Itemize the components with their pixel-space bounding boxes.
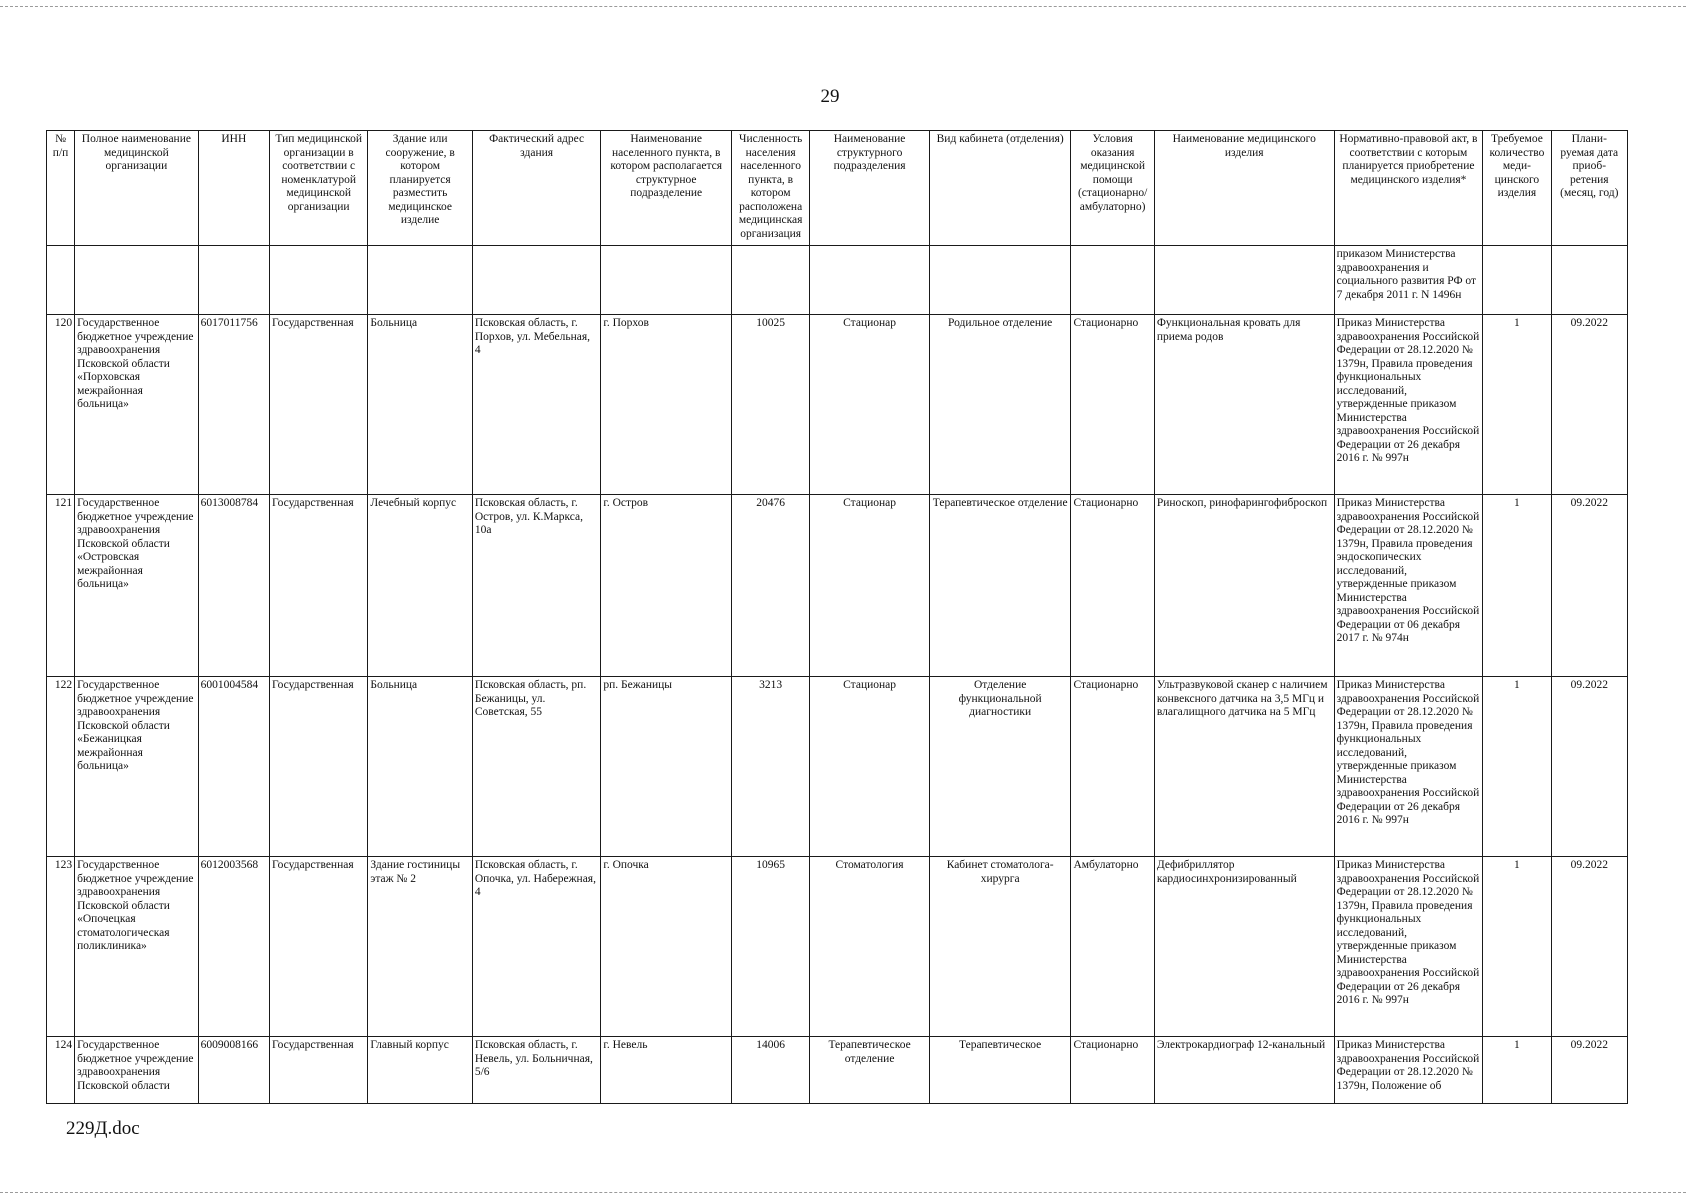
equipment-table [46, 130, 1628, 1104]
org-type-cell: Государственная [269, 857, 367, 1037]
col-header: Наименование населенного пункта, в котором располагается структурное подразделение [601, 131, 732, 246]
building-cell: Больница [368, 677, 472, 857]
inn-cell: 6009008166 [198, 1037, 269, 1104]
org-type-cell: Государственная [269, 677, 367, 857]
department-cell: Терапевтическое отделение [929, 495, 1071, 677]
settlement-cell: г. Порхов [601, 315, 732, 495]
device-cell: Электрокардиограф 12-канальный [1154, 1037, 1334, 1104]
address-cell: Псковская область, г. Опочка, ул. Набережная, 4 [472, 857, 601, 1037]
organization-cell: Государственное бюджетное учреждение здравоохранения Псковской области «Бежаницкая межрайонная больница» [75, 677, 199, 857]
quantity-cell: 1 [1483, 677, 1551, 857]
col-header: Фактический адрес здания [472, 131, 601, 246]
col-header: Наименование медицинского изделия [1154, 131, 1334, 246]
subdivision-cell: Стоматология [810, 857, 930, 1037]
care-conditions-cell: Стационарно [1071, 677, 1154, 857]
settlement-cell: рп. Бежаницы [601, 677, 732, 857]
legal-act-cell: Приказ Министерства здравоохранения Российской Федерации от 28.12.2020 № 1379н, Правила проведения эндоскопических исследований, утвержденные приказом Министерства здравоохранения Российской Федерации от 06 декабря 2017 г. № 974н [1334, 495, 1483, 677]
col-header: Тип медицинской организации в соответствии с номенклатурой медицинской организации [269, 131, 367, 246]
footer-filename: 229Д.doc [66, 1118, 140, 1139]
legal-act-cell: Приказ Министерства здравоохранения Российской Федерации от 28.12.2020 № 1379н, Правила проведения функциональных исследований, утвержденные приказом Министерства здравоохранения Российской Федерации от 26 декабря 2016 г. № 997н [1334, 677, 1483, 857]
organization-cell: Государственное бюджетное учреждение здравоохранения Псковской области «Опочецкая стоматологическая поликлиника» [75, 857, 199, 1037]
org-type-cell: Государственная [269, 495, 367, 677]
col-header: Наименование структурного подразделения [810, 131, 930, 246]
organization-cell: Государственное бюджетное учреждение здравоохранения Псковской области «Островская межрайонная больница» [75, 495, 199, 677]
legal-act-cell: приказом Министерства здравоохранения и социального развития РФ от 7 декабря 2011 г. N 1496н [1334, 246, 1483, 315]
planned-date-cell: 09.2022 [1551, 495, 1627, 677]
table-row [47, 495, 1628, 677]
quantity-cell: 1 [1483, 857, 1551, 1037]
legal-act-cell: Приказ Министерства здравоохранения Российской Федерации от 28.12.2020 № 1379н, Правила проведения функциональных исследований, утвержденные приказом Министерства здравоохранения Российской Федерации от 26 декабря 2016 г. № 997н [1334, 315, 1483, 495]
legal-act-cell: Приказ Министерства здравоохранения Российской Федерации от 28.12.2020 № 1379н, Правила проведения функциональных исследований, утвержденные приказом Министерства здравоохранения Российской Федерации от 26 декабря 2016 г. № 997н [1334, 857, 1483, 1037]
org-type-cell: Государственная [269, 315, 367, 495]
scan-edge-bottom [0, 1192, 1686, 1199]
department-cell: Родильное отделение [929, 315, 1071, 495]
population-cell: 14006 [731, 1037, 809, 1104]
quantity-cell: 1 [1483, 495, 1551, 677]
device-cell: Функциональная кровать для приема родов [1154, 315, 1334, 495]
subdivision-cell: Стационар [810, 315, 930, 495]
device-cell: Ультразвуковой сканер с наличием конвексного датчика на 3,5 МГц и влагалищного датчика на 5 МГц [1154, 677, 1334, 857]
inn-cell: 6017011756 [198, 315, 269, 495]
device-cell: Риноскоп, ринофарингофиброскоп [1154, 495, 1334, 677]
population-cell: 10965 [731, 857, 809, 1037]
address-cell: Псковская область, г. Невель, ул. Больничная, 5/6 [472, 1037, 601, 1104]
planned-date-cell: 09.2022 [1551, 1037, 1627, 1104]
department-cell: Терапевтическое [929, 1037, 1071, 1104]
department-cell: Отделение функциональной диагностики [929, 677, 1071, 857]
organization-cell: Государственное бюджетное учреждение здравоохранения Псковской области «Порховская межрайонная больница» [75, 315, 199, 495]
address-cell: Псковская область, рп. Бежаницы, ул. Советская, 55 [472, 677, 601, 857]
col-header: Условия оказания медицинской помощи (стационарно/ амбулаторно) [1071, 131, 1154, 246]
address-cell: Псковская область, г. Порхов, ул. Мебельная, 4 [472, 315, 601, 495]
col-header: Численность населения населенного пункта, в котором расположена медицинская организация [731, 131, 809, 246]
building-cell: Больница [368, 315, 472, 495]
building-cell: Здание гостиницы этаж № 2 [368, 857, 472, 1037]
row-number-cell: 121 [47, 495, 75, 677]
settlement-cell: г. Остров [601, 495, 732, 677]
scan-edge-top [0, 0, 1686, 7]
care-conditions-cell: Стационарно [1071, 495, 1154, 677]
device-cell: Дефибриллятор кардиосинхронизированный [1154, 857, 1334, 1037]
inn-cell: 6001004584 [198, 677, 269, 857]
table-row-continuation [47, 246, 1628, 315]
care-conditions-cell: Стационарно [1071, 315, 1154, 495]
table-header-row [47, 131, 1628, 246]
organization-cell: Государственное бюджетное учреждение здравоохранения Псковской области [75, 1037, 199, 1104]
col-header: Нормативно-правовой акт, в соответствии с которым планируется приобретение медицинского изделия* [1334, 131, 1483, 246]
table-row [47, 857, 1628, 1037]
department-cell: Кабинет стоматолога-хирурга [929, 857, 1071, 1037]
table-row [47, 315, 1628, 495]
subdivision-cell: Стационар [810, 677, 930, 857]
planned-date-cell: 09.2022 [1551, 315, 1627, 495]
org-type-cell: Государственная [269, 1037, 367, 1104]
row-number-cell: 124 [47, 1037, 75, 1104]
care-conditions-cell: Амбулаторно [1071, 857, 1154, 1037]
quantity-cell: 1 [1483, 1037, 1551, 1104]
legal-act-cell: Приказ Министерства здравоохранения Российской Федерации от 28.12.2020 № 1379н, Положение об [1334, 1037, 1483, 1104]
care-conditions-cell: Стационарно [1071, 1037, 1154, 1104]
building-cell: Главный корпус [368, 1037, 472, 1104]
inn-cell: 6013008784 [198, 495, 269, 677]
subdivision-cell: Терапевтическое отделение [810, 1037, 930, 1104]
population-cell: 10025 [731, 315, 809, 495]
col-header: Плани- руемая дата приоб- ретения (месяц, год) [1551, 131, 1627, 246]
row-number-cell: 123 [47, 857, 75, 1037]
row-number-cell: 120 [47, 315, 75, 495]
col-header: № п/п [47, 131, 75, 246]
col-header: Вид кабинета (отделения) [929, 131, 1071, 246]
row-number-cell: 122 [47, 677, 75, 857]
page-number: 29 [820, 86, 840, 107]
col-header: Полное наименование медицинской организации [75, 131, 199, 246]
quantity-cell: 1 [1483, 315, 1551, 495]
subdivision-cell: Стационар [810, 495, 930, 677]
building-cell: Лечебный корпус [368, 495, 472, 677]
col-header: Требуемое количество меди- цинского изделия [1483, 131, 1551, 246]
col-header: ИНН [198, 131, 269, 246]
table-row [47, 1037, 1628, 1104]
col-header: Здание или сооружение, в котором планируется разместить медицинское изделие [368, 131, 472, 246]
planned-date-cell: 09.2022 [1551, 677, 1627, 857]
inn-cell: 6012003568 [198, 857, 269, 1037]
settlement-cell: г. Невель [601, 1037, 732, 1104]
table-row [47, 677, 1628, 857]
population-cell: 3213 [731, 677, 809, 857]
population-cell: 20476 [731, 495, 809, 677]
settlement-cell: г. Опочка [601, 857, 732, 1037]
address-cell: Псковская область, г. Остров, ул. К.Маркса, 10а [472, 495, 601, 677]
planned-date-cell: 09.2022 [1551, 857, 1627, 1037]
